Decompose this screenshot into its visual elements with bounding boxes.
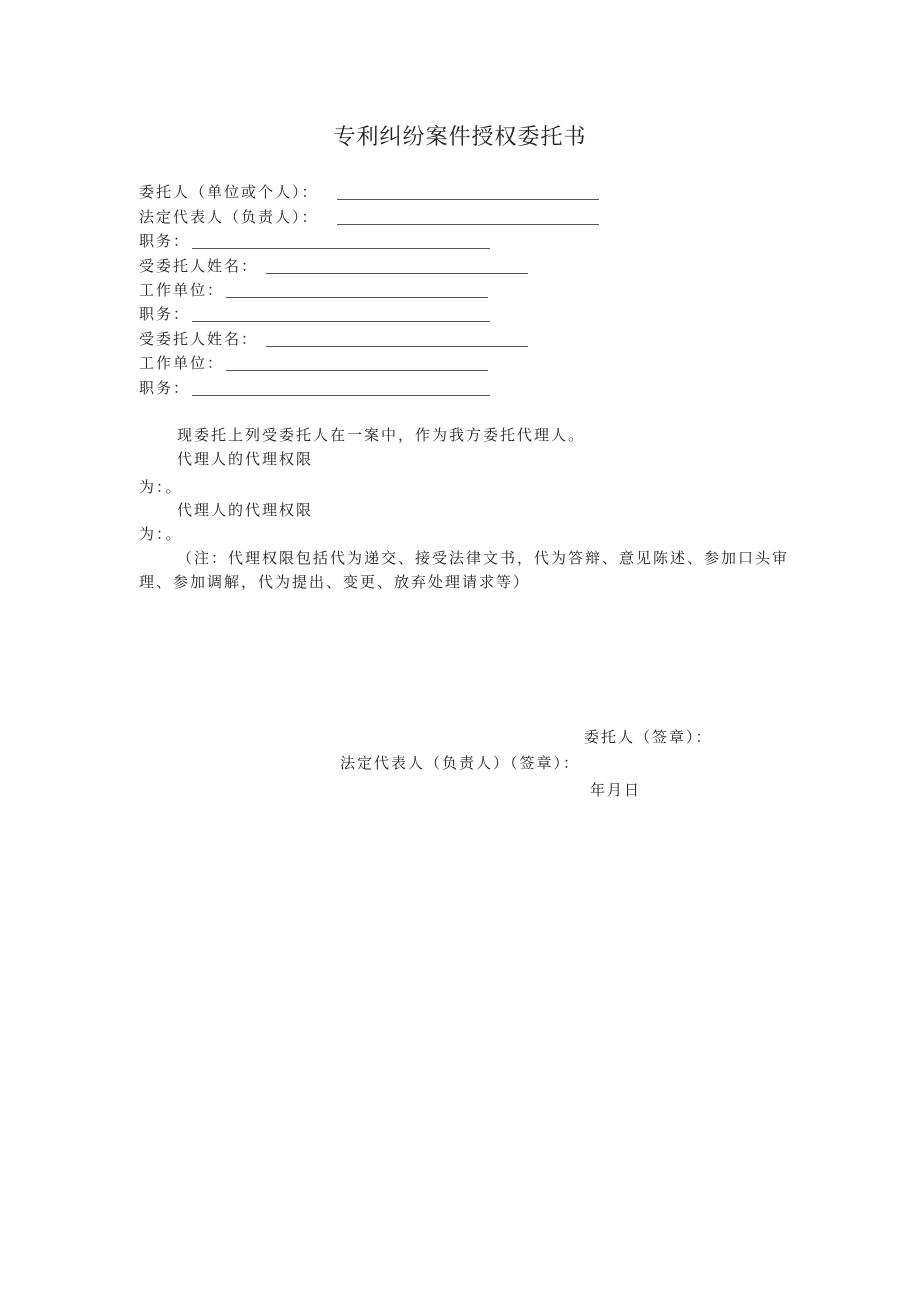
field-principal [139, 180, 599, 204]
blank-line[interactable] [266, 328, 528, 347]
blank-line[interactable] [192, 377, 490, 396]
field-label: 委托人（单位或个人）： [139, 183, 319, 202]
authority-scope-label-2: 代理人的代理权限 [177, 501, 314, 519]
field-position-3 [139, 375, 599, 399]
blank-line[interactable] [226, 279, 488, 298]
field-label: 受委托人姓名： [139, 256, 259, 275]
field-position-1 [139, 229, 599, 253]
authority-scope-value-2: 为：。 [139, 525, 183, 543]
authority-scope-label-1: 代理人的代理权限 [177, 450, 314, 468]
field-label: 工作单位： [139, 354, 225, 373]
field-label: 工作单位： [139, 280, 225, 299]
field-legal-representative [139, 204, 599, 228]
blank-line[interactable] [337, 206, 599, 225]
authority-note: （注：代理权限包括代为递交、接受法律文书，代为答辩、意见陈述、参加口头审理、参加调解，代为提出、变更、放弃处理请求等） [139, 549, 790, 591]
page-title: 专利纠纷案件授权委托书 [333, 125, 587, 150]
blank-line[interactable] [266, 255, 528, 274]
delegation-statement: 现委托上列受委托人在一案中，作为我方委托代理人。 [177, 426, 586, 444]
legal-representative-signature: 法定代表人（负责人）（签章）： [340, 754, 581, 772]
blank-line[interactable] [226, 352, 488, 371]
signature-date: 年月日 [590, 781, 642, 799]
field-work-unit-2 [139, 351, 599, 375]
field-label: 法定代表人（负责人）： [139, 207, 319, 226]
field-agent-name-1 [139, 253, 599, 277]
form-fields [139, 180, 599, 400]
blank-line[interactable] [192, 230, 490, 249]
principal-signature: 委托人（签章）： [584, 728, 713, 746]
field-label: 职务： [139, 305, 191, 324]
blank-line[interactable] [192, 303, 490, 322]
field-agent-name-2 [139, 326, 599, 350]
field-label: 受委托人姓名： [139, 329, 259, 348]
blank-line[interactable] [337, 181, 599, 200]
field-position-2 [139, 302, 599, 326]
field-label: 职务： [139, 232, 191, 251]
field-label: 职务： [139, 378, 191, 397]
field-work-unit-1 [139, 278, 599, 302]
authority-scope-value-1: 为：。 [139, 478, 183, 496]
